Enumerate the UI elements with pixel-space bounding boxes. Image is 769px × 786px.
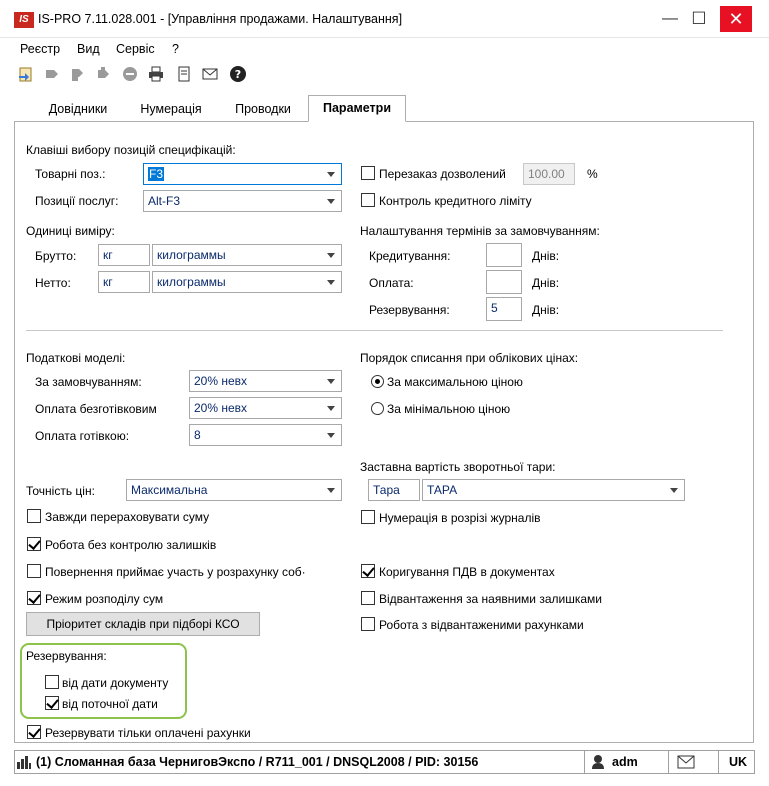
tax-default-label: За замовчуванням: [35,375,142,389]
delete-icon[interactable] [94,64,114,84]
section-divider [26,330,723,331]
writeoff-max-label: За максимальною ціною [387,375,523,389]
gross-label: Брутто: [35,249,77,263]
database-icon [16,754,32,773]
tab-postings[interactable]: Проводки [235,102,291,116]
gross-unit-code[interactable]: кг [98,244,150,266]
deposit-code-input[interactable]: Тара [368,479,420,501]
menu-help[interactable]: ? [172,42,179,56]
tab-directories[interactable]: Довідники [48,102,108,116]
mail-icon[interactable] [677,755,695,772]
reorder-percent-input[interactable]: 100.00 [523,163,575,185]
user-icon [591,754,605,773]
credit-limit-checkbox[interactable] [361,193,375,207]
minimize-button[interactable]: — [662,10,678,27]
journal-numbering-label: Нумерація в розрізі журналів [379,511,541,525]
status-language[interactable]: UK [729,755,748,769]
menu-service[interactable]: Сервіс [116,42,155,56]
reserve-paid-only-label: Резервувати тільки оплачені рахунки [45,726,251,740]
returns-cost-checkbox[interactable] [27,564,41,578]
disabled-icon[interactable] [120,64,140,84]
distribution-mode-label: Режим розподілу сум [45,592,164,606]
reserve-from-current-date-checkbox[interactable] [45,696,59,710]
credit-term-input[interactable] [486,243,522,267]
reservation-section-label: Резервування: [26,649,107,663]
reserve-term-input[interactable]: 5 [486,297,522,321]
export-icon[interactable] [174,64,194,84]
writeoff-max-radio[interactable] [371,375,384,388]
status-divider [668,751,669,773]
tax-cashless-label: Оплата безготівковим [35,402,157,416]
keys-section-label: Клавіші вибору позицій специфікацій: [26,143,236,157]
services-keys-label: Позиції послуг: [35,194,119,208]
distribution-mode-checkbox[interactable] [27,591,41,605]
ship-by-stock-checkbox[interactable] [361,591,375,605]
writeoff-min-label: За мінімальною ціною [387,402,511,416]
ship-by-stock-label: Відвантаження за наявними залишками [379,592,602,606]
no-stock-control-checkbox[interactable] [27,537,41,551]
reserve-term-label: Резервування: [369,303,450,317]
credit-term-label: Кредитування: [369,249,451,263]
writeoff-section-label: Порядок списання при облікових цінах: [360,351,579,365]
services-keys-select[interactable]: Alt-F3 [143,190,342,212]
no-stock-control-label: Робота без контролю залишків [45,538,217,552]
window-title: IS-PRO 7.11.028.001 - [Управління продажами. Налаштування] [38,12,403,26]
print-icon[interactable] [146,64,166,84]
reorder-percent-unit: % [587,167,598,181]
tax-section-label: Податкові моделі: [26,351,126,365]
price-precision-label: Точність цін: [26,484,95,498]
payment-term-label: Оплата: [369,276,414,290]
credit-days-label: Днів: [532,249,560,263]
shipped-invoices-checkbox[interactable] [361,617,375,631]
tax-default-select[interactable]: 20% невх [189,370,342,392]
deposit-section-label: Заставна вартість зворотньої тари: [360,460,556,474]
reorder-label: Перезаказ дозволений [379,167,506,181]
warehouse-priority-button[interactable]: Пріоритет складів при підборі КСО [26,612,260,636]
units-section-label: Одиниці виміру: [26,224,115,238]
shipped-invoices-label: Робота з відвантаженими рахунками [379,618,584,632]
reserve-days-label: Днів: [532,303,560,317]
reserve-paid-only-checkbox[interactable] [27,725,41,739]
writeoff-min-radio[interactable] [371,402,384,415]
status-divider [584,751,585,773]
reserve-from-doc-date-label: від дати документу [62,676,169,690]
tab-parameters[interactable]: Параметри [308,95,406,122]
help-icon[interactable] [228,64,248,84]
tab-numbering[interactable]: Нумерація [140,102,202,116]
tax-cash-select[interactable]: 8 [189,424,342,446]
journal-numbering-checkbox[interactable] [361,510,375,524]
vat-correction-label: Коригування ПДВ в документах [379,565,555,579]
recalc-sum-label: Завжди перераховувати суму [45,510,210,524]
maximize-button[interactable]: ☐ [691,9,707,28]
copy-icon[interactable] [42,64,62,84]
reserve-from-current-date-label: від поточної дати [62,697,158,711]
close-button[interactable]: ✕ [720,6,752,32]
svg-text:?: ? [234,68,242,81]
reorder-checkbox[interactable] [361,166,375,180]
app-logo: IS [14,12,34,28]
tax-cash-label: Оплата готівкою: [35,429,130,443]
net-unit-select[interactable]: килограммы [152,271,342,293]
status-divider [718,751,719,773]
tax-cashless-select[interactable]: 20% невх [189,397,342,419]
goods-keys-select[interactable]: F3 [143,163,342,185]
deposit-select[interactable]: ТАРА [422,479,685,501]
menu-registry[interactable]: Реєстр [20,42,61,56]
recalc-sum-checkbox[interactable] [27,509,41,523]
goods-keys-label: Товарні поз.: [35,167,106,181]
vat-correction-checkbox[interactable] [361,564,375,578]
status-database: (1) Сломанная база ЧерниговЭкспо / R711_001 / DNSQL2008 / PID: 30156 [36,755,479,769]
credit-limit-label: Контроль кредитного ліміту [379,194,532,208]
returns-cost-label: Повернення приймає участь у розрахунку соб· [45,565,306,579]
reserve-from-doc-date-checkbox[interactable] [45,675,59,689]
terms-section-label: Налаштування термінів за замовчуванням: [360,224,600,238]
email-icon[interactable] [200,64,220,84]
net-label: Нетто: [35,276,71,290]
menu-view[interactable]: Вид [77,42,100,56]
payment-term-input[interactable] [486,270,522,294]
status-user: adm [612,755,638,769]
net-unit-code[interactable]: кг [98,271,150,293]
price-precision-select[interactable]: Максимальна [126,479,342,501]
edit-icon[interactable] [68,64,88,84]
payment-days-label: Днів: [532,276,560,290]
new-doc-icon[interactable] [16,64,36,84]
gross-unit-select[interactable]: килограммы [152,244,342,266]
